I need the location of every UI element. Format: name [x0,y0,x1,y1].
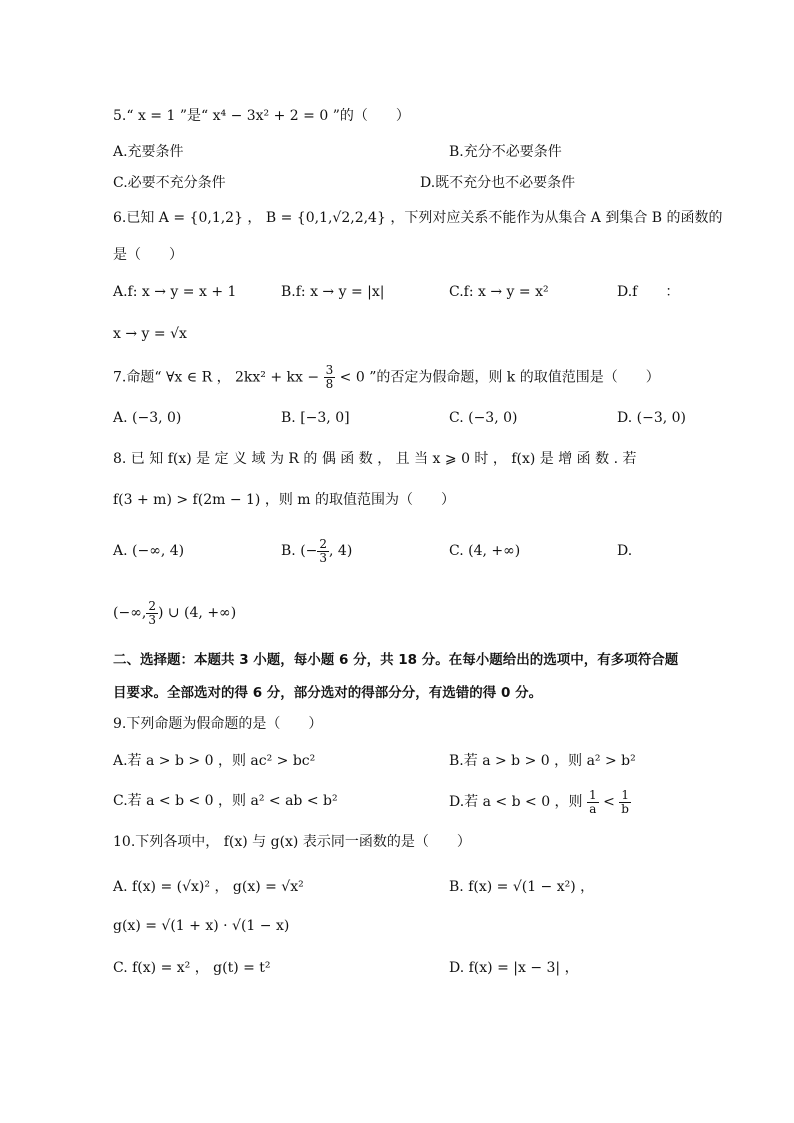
q8-option-b-numerator: 2 [319,536,328,551]
q10-option-b: B. f(x) = √(1 − x²) ， [449,879,595,895]
q7-option-d: D. (−3, 0) [617,410,686,426]
q7-option-b: B. [−3, 0] [281,410,350,426]
q9-option-d-fraction2 [619,789,631,816]
q8-option-d: D. [617,543,633,559]
q7-stem-post: < 0 ”的否定为假命题，则 k 的取值范围是（ ） [339,369,660,386]
q8-option-d-post: ) ∪ (4, +∞) [157,605,237,621]
q7-option-a: A. (−3, 0) [113,410,182,426]
q5-option-c: C.必要不充分条件 [113,175,226,191]
q9-option-d-denominator1: a [589,801,597,816]
q7-stem-pre: 7.命题“ ∀x ∈ R ， 2kx² + kx − [113,369,320,386]
q8-option-a: A. (−∞, 4) [113,543,185,559]
q5-option-b: B.充分不必要条件 [449,144,562,160]
q10-option-d: D. f(x) = |x − 3| ， [449,960,579,976]
q6-option-d-head: D.f ： [617,284,680,300]
q8-option-b-post: , 4) [329,543,353,559]
q8-option-b-fraction [317,538,329,565]
q8-stem-line1: 8. 已 知 f(x) 是 定 义 域 为 R 的 偶 函 数 ， 且 当 x ⩾ 0 时 ， f(x) 是 增 函 数 . 若 [113,451,637,467]
q8-option-d-pre: (−∞, [113,605,147,621]
q9-option-b: B.若 a > b > 0 ，则 a² > b² [449,753,636,769]
q9-option-c: C.若 a < b < 0 ，则 a² < ab < b² [113,793,338,809]
section2-heading-line1: 二、选择题：本题共 3 小题，每小题 6 分，共 18 分。在每小题给出的选项中，有多项符合题 [113,652,679,668]
q5-option-a: A.充要条件 [113,144,184,160]
q6-option-a: A.f: x → y = x + 1 [113,284,237,300]
q8-option-c: C. (4, +∞) [449,543,521,559]
q8-option-b [281,532,352,570]
section2-heading-line2: 目要求。全部选对的得 6 分，部分选对的得部分分，有选错的得 0 分。 [113,685,543,701]
q9-option-d-denominator2: b [621,801,629,816]
q8-option-b-pre: B. (− [281,543,318,559]
q9-option-d [449,783,631,821]
q10-option-a: A. f(x) = (√x)² ， g(x) = √x² [113,879,304,895]
q9-stem: 9.下列命题为假命题的是（ ） [113,716,323,732]
q9-option-d-fraction1 [587,789,599,816]
q10-option-c: C. f(x) = x² ， g(t) = t² [113,960,271,976]
q5-stem: 5.“ x = 1 ”是“ x⁴ − 3x² + 2 = 0 ”的（ ） [113,108,410,124]
q6-stem-line1: 6.已知 A = {0,1,2} ， B = {0,1,√2,2,4} ，下列对应关系不能作为从集合 A 到集合 B 的函数的 [113,210,723,226]
q10-option-b-continued: g(x) = √(1 + x) · √(1 − x) [113,918,290,934]
q9-option-d-pre: D.若 a < b < 0 ，则 [449,794,583,810]
q8-option-d-numerator: 2 [148,598,156,613]
q9-option-d-numerator2: 1 [619,789,631,803]
q7-fraction [324,364,336,391]
q8-option-d-denominator: 3 [148,612,156,627]
q9-option-d-lt: < [603,794,615,810]
q6-stem-line2: 是（ ） [113,247,183,263]
q7-option-c: C. (−3, 0) [449,410,518,426]
q7-fraction-numerator: 3 [325,363,334,377]
q8-option-d-fraction [146,600,158,627]
q6-option-d-tail: x → y = √x [113,326,187,342]
q8-option-d-expression [113,594,236,632]
q8-stem-line2: f(3 + m) > f(2m − 1) ，则 m 的取值范围为（ ） [113,492,456,508]
q8-option-b-denominator: 3 [319,550,328,565]
q10-stem: 10.下列各项中， f(x) 与 g(x) 表示同一函数的是（ ） [113,834,471,850]
q9-option-d-numerator1: 1 [589,787,597,802]
q9-option-a: A.若 a > b > 0 ，则 ac² > bc² [113,753,316,769]
q7-fraction-denominator: 8 [325,377,334,391]
q6-option-c: C.f: x → y = x² [449,284,549,300]
q6-option-b: B.f: x → y = |x| [281,284,385,300]
q5-option-d: D.既不充分也不必要条件 [420,175,576,191]
q7-stem [113,364,660,391]
